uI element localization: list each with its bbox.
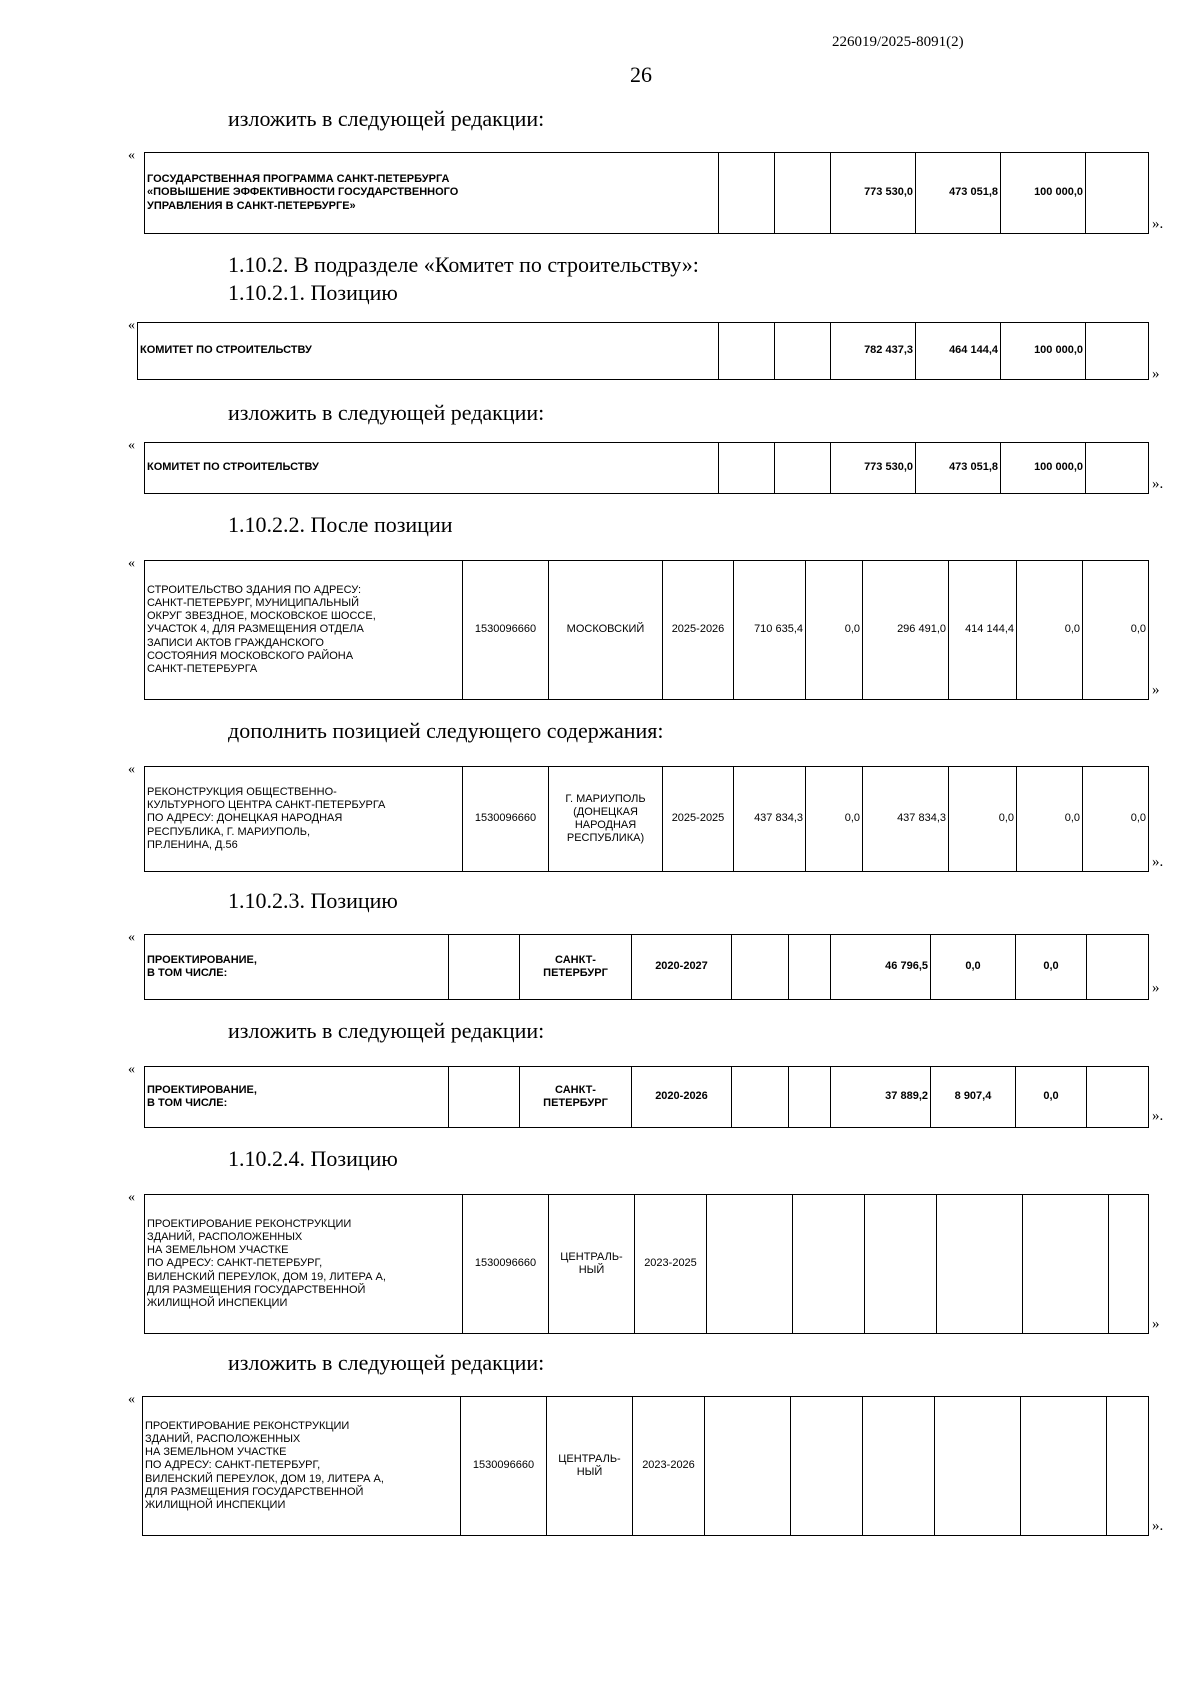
row-title-line: ДЛЯ РАЗМЕЩЕНИЯ ГОСУДАРСТВЕННОЙ — [147, 1283, 366, 1296]
empty-cell — [1107, 1397, 1149, 1536]
row-title-line: НА ЗЕМЕЛЬНОМ УЧАСТКЕ — [147, 1244, 289, 1257]
row-title-line: РЕСПУБЛИКА, Г. МАРИУПОЛЬ, — [147, 825, 311, 838]
code-cell: 1530096660 — [463, 1195, 549, 1334]
row-title-line: ВИЛЕНСКИЙ ПЕРЕУЛОК, ДОМ 19, ЛИТЕРА А, — [147, 1270, 386, 1283]
table-design-new — [144, 1066, 1149, 1128]
table-row — [145, 935, 1149, 1000]
table-row — [143, 1397, 1149, 1536]
empty-cell — [775, 153, 831, 234]
empty-cell — [1021, 1397, 1107, 1536]
open-quote: « — [128, 148, 135, 163]
empty-cell — [1086, 443, 1149, 494]
table-row — [138, 323, 1149, 380]
value-cell: 773 530,0 — [831, 153, 916, 234]
value-cell: 100 000,0 — [1001, 153, 1086, 234]
value-cell: 0,0 — [1017, 767, 1083, 872]
table-row — [145, 1067, 1149, 1128]
paragraph-8: изложить в следующей редакции: — [228, 1018, 545, 1043]
row-title-line: ЗАПИСИ АКТОВ ГРАЖДАНСКОГО — [147, 636, 324, 649]
table-design-old — [144, 934, 1149, 1000]
open-quote: « — [128, 318, 135, 333]
value-cell: 464 144,4 — [916, 323, 1001, 380]
table-reconstruction-mariupol — [144, 766, 1149, 872]
value-cell: 0,0 — [806, 767, 863, 872]
table-construction-zags — [144, 560, 1149, 700]
close-quote: ». — [1152, 476, 1164, 492]
close-quote: ». — [1152, 1518, 1164, 1534]
row-title-line: САНКТ-ПЕТЕРБУРГА — [147, 662, 258, 675]
empty-cell — [719, 323, 775, 380]
row-title-line: ПРОЕКТИРОВАНИЕ, — [147, 953, 257, 966]
row-title-line: УПРАВЛЕНИЯ В САНКТ-ПЕТЕРБУРГЕ» — [147, 199, 356, 212]
code-cell: 1530096660 — [461, 1397, 547, 1536]
row-title — [145, 153, 719, 234]
empty-cell — [865, 1195, 937, 1334]
empty-cell — [775, 443, 831, 494]
page-number: 26 — [630, 62, 652, 87]
row-title — [145, 767, 463, 872]
row-title-line: ПРОЕКТИРОВАНИЕ РЕКОНСТРУКЦИИ — [145, 1419, 350, 1432]
row-title-line: ПО АДРЕСУ: ДОНЕЦКАЯ НАРОДНАЯ — [147, 812, 343, 825]
value-cell: 414 144,4 — [949, 561, 1017, 700]
row-title-line: ПО АДРЕСУ: САНКТ-ПЕТЕРБУРГ, — [147, 1257, 323, 1270]
row-title-line: «ПОВЫШЕНИЕ ЭФФЕКТИВНОСТИ ГОСУДАРСТВЕННОГО — [147, 186, 459, 199]
empty-cell — [793, 1195, 865, 1334]
district-line: ПЕТЕРБУРГ — [543, 967, 608, 979]
row-title-line: РЕКОНСТРУКЦИЯ ОБЩЕСТВЕННО- — [147, 786, 337, 799]
table-row — [145, 443, 1149, 494]
empty-cell — [863, 1397, 935, 1536]
table-state-program — [144, 152, 1149, 234]
district-line: НЫЙ — [578, 1264, 605, 1276]
paragraph-1: изложить в следующей редакции: — [228, 106, 545, 131]
open-quote: « — [128, 1392, 135, 1407]
row-title: КОМИТЕТ ПО СТРОИТЕЛЬСТВУ — [138, 323, 719, 380]
value-cell: 773 530,0 — [831, 443, 916, 494]
value-cell: 710 635,4 — [734, 561, 806, 700]
paragraph-6: дополнить позицией следующего содержания: — [228, 718, 664, 743]
table-row — [145, 153, 1149, 234]
table-design-reconstruction-new — [142, 1396, 1149, 1536]
close-quote: ». — [1152, 216, 1164, 232]
empty-cell — [705, 1397, 791, 1536]
district-line: ЦЕНТРАЛЬ- — [558, 1452, 621, 1465]
empty-cell — [1023, 1195, 1109, 1334]
empty-cell — [775, 323, 831, 380]
district-cell — [549, 767, 663, 872]
row-title-line: ПР.ЛЕНИНА, Д.56 — [147, 838, 238, 851]
open-quote: « — [128, 556, 135, 571]
years-cell: 2020-2026 — [632, 1067, 732, 1128]
district-line: РЕСПУБЛИКА) — [566, 832, 645, 845]
paragraph-5: 1.10.2.2. После позиции — [228, 512, 453, 537]
district-line: САНКТ- — [555, 1083, 596, 1096]
paragraph-4: изложить в следующей редакции: — [228, 400, 545, 425]
row-title-line: СТРОИТЕЛЬСТВО ЗДАНИЯ ПО АДРЕСУ: — [147, 583, 361, 596]
value-cell: 100 000,0 — [1001, 323, 1086, 380]
empty-cell — [707, 1195, 793, 1334]
close-quote: » — [1152, 682, 1160, 698]
row-title-line: ЖИЛИЩНОЙ ИНСПЕКЦИИ — [147, 1296, 288, 1309]
paragraph-7: 1.10.2.3. Позицию — [228, 888, 398, 913]
empty-cell — [1087, 1067, 1149, 1128]
empty-cell — [789, 1067, 831, 1128]
value-cell: 46 796,5 — [831, 935, 931, 1000]
paragraph-3: 1.10.2.1. Позицию — [228, 280, 398, 305]
row-title-line: ЖИЛИЩНОЙ ИНСПЕКЦИИ — [145, 1498, 286, 1511]
close-quote: » — [1152, 366, 1160, 382]
years-cell: 2025-2025 — [663, 767, 734, 872]
close-quote: ». — [1152, 854, 1164, 870]
row-title-line: ПО АДРЕСУ: САНКТ-ПЕТЕРБУРГ, — [145, 1459, 321, 1472]
value-cell: 8 907,4 — [931, 1067, 1016, 1128]
value-cell: 0,0 — [1017, 561, 1083, 700]
close-quote: » — [1152, 980, 1160, 996]
close-quote: » — [1152, 1316, 1160, 1332]
row-title — [143, 1397, 461, 1536]
district-line: САНКТ- — [555, 953, 596, 966]
table-committee-new — [144, 442, 1149, 494]
empty-cell — [935, 1397, 1021, 1536]
open-quote: « — [128, 930, 135, 945]
open-quote: « — [128, 1062, 135, 1077]
row-title: КОМИТЕТ ПО СТРОИТЕЛЬСТВУ — [145, 443, 719, 494]
empty-cell — [732, 935, 789, 1000]
row-title-line: ЗДАНИЙ, РАСПОЛОЖЕННЫХ — [145, 1433, 301, 1446]
value-cell: 0,0 — [1083, 767, 1149, 872]
value-cell: 0,0 — [1083, 561, 1149, 700]
district-line: Г. МАРИУПОЛЬ — [565, 792, 646, 805]
row-title-line: В ТОМ ЧИСЛЕ: — [147, 1097, 228, 1109]
district-line: (ДОНЕЦКАЯ — [573, 805, 638, 818]
years-cell: 2023-2026 — [633, 1397, 705, 1536]
row-title-line: В ТОМ ЧИСЛЕ: — [147, 967, 228, 979]
row-title-line: ОКРУГ ЗВЕЗДНОЕ, МОСКОВСКОЕ ШОССЕ, — [147, 610, 376, 623]
table-design-reconstruction-old — [144, 1194, 1149, 1334]
value-cell: 0,0 — [931, 935, 1016, 1000]
district-line: НАРОДНАЯ — [574, 819, 637, 831]
paragraph-2: 1.10.2. В подразделе «Комитет по строительству»: — [228, 252, 699, 277]
district-cell: МОСКОВСКИЙ — [549, 561, 663, 700]
row-title-line: ПРОЕКТИРОВАНИЕ, — [147, 1083, 257, 1096]
district-line: ПЕТЕРБУРГ — [543, 1097, 608, 1109]
value-cell: 782 437,3 — [831, 323, 916, 380]
empty-cell — [1087, 935, 1149, 1000]
close-quote: ». — [1152, 1108, 1164, 1124]
open-quote: « — [128, 1190, 135, 1205]
row-title-line: КУЛЬТУРНОГО ЦЕНТРА САНКТ-ПЕТЕРБУРГА — [147, 799, 386, 812]
value-cell: 437 834,3 — [863, 767, 949, 872]
empty-cell — [732, 1067, 789, 1128]
value-cell: 296 491,0 — [863, 561, 949, 700]
district-cell — [520, 935, 632, 1000]
empty-cell — [449, 935, 520, 1000]
open-quote: « — [128, 438, 135, 453]
district-line: ЦЕНТРАЛЬ- — [560, 1250, 623, 1263]
value-cell: 473 051,8 — [916, 153, 1001, 234]
document-number: 226019/2025-8091(2) — [832, 34, 964, 50]
row-title — [145, 1195, 463, 1334]
value-cell: 0,0 — [1016, 935, 1087, 1000]
empty-cell — [1086, 323, 1149, 380]
row-title-line: СОСТОЯНИЯ МОСКОВСКОГО РАЙОНА — [147, 649, 354, 662]
table-committee-old — [137, 322, 1149, 380]
empty-cell — [719, 443, 775, 494]
row-title — [145, 1067, 449, 1128]
years-cell: 2020-2027 — [632, 935, 732, 1000]
value-cell: 100 000,0 — [1001, 443, 1086, 494]
code-cell: 1530096660 — [463, 561, 549, 700]
row-title-line: НА ЗЕМЕЛЬНОМ УЧАСТКЕ — [145, 1446, 287, 1459]
district-cell — [549, 1195, 635, 1334]
value-cell: 473 051,8 — [916, 443, 1001, 494]
row-title-line: ДЛЯ РАЗМЕЩЕНИЯ ГОСУДАРСТВЕННОЙ — [145, 1485, 364, 1498]
row-title-line: УЧАСТОК 4, ДЛЯ РАЗМЕЩЕНИЯ ОТДЕЛА — [147, 623, 364, 636]
years-cell: 2025-2026 — [663, 561, 734, 700]
empty-cell — [789, 935, 831, 1000]
row-title — [145, 561, 463, 700]
value-cell: 437 834,3 — [734, 767, 806, 872]
table-row — [145, 1195, 1149, 1334]
value-cell: 37 889,2 — [831, 1067, 931, 1128]
value-cell: 0,0 — [1016, 1067, 1087, 1128]
row-title-line: ВИЛЕНСКИЙ ПЕРЕУЛОК, ДОМ 19, ЛИТЕРА А, — [145, 1472, 384, 1485]
row-title-line: САНКТ-ПЕТЕРБУРГ, МУНИЦИПАЛЬНЫЙ — [147, 597, 359, 610]
empty-cell — [719, 153, 775, 234]
district-cell — [520, 1067, 632, 1128]
row-title-line: ЗДАНИЙ, РАСПОЛОЖЕННЫХ — [147, 1231, 303, 1244]
row-title — [145, 935, 449, 1000]
row-title-line: ГОСУДАРСТВЕННАЯ ПРОГРАММА САНКТ-ПЕТЕРБУРГА — [147, 173, 450, 186]
empty-cell — [791, 1397, 863, 1536]
code-cell: 1530096660 — [463, 767, 549, 872]
value-cell: 0,0 — [806, 561, 863, 700]
table-row — [145, 561, 1149, 700]
open-quote: « — [128, 762, 135, 777]
empty-cell — [1109, 1195, 1149, 1334]
row-title-line: ПРОЕКТИРОВАНИЕ РЕКОНСТРУКЦИИ — [147, 1217, 352, 1230]
empty-cell — [1086, 153, 1149, 234]
years-cell: 2023-2025 — [635, 1195, 707, 1334]
district-line: НЫЙ — [576, 1466, 603, 1478]
empty-cell — [937, 1195, 1023, 1334]
paragraph-9: 1.10.2.4. Позицию — [228, 1146, 398, 1171]
paragraph-10: изложить в следующей редакции: — [228, 1350, 545, 1375]
district-cell — [547, 1397, 633, 1536]
table-row — [145, 767, 1149, 872]
value-cell: 0,0 — [949, 767, 1017, 872]
empty-cell — [449, 1067, 520, 1128]
